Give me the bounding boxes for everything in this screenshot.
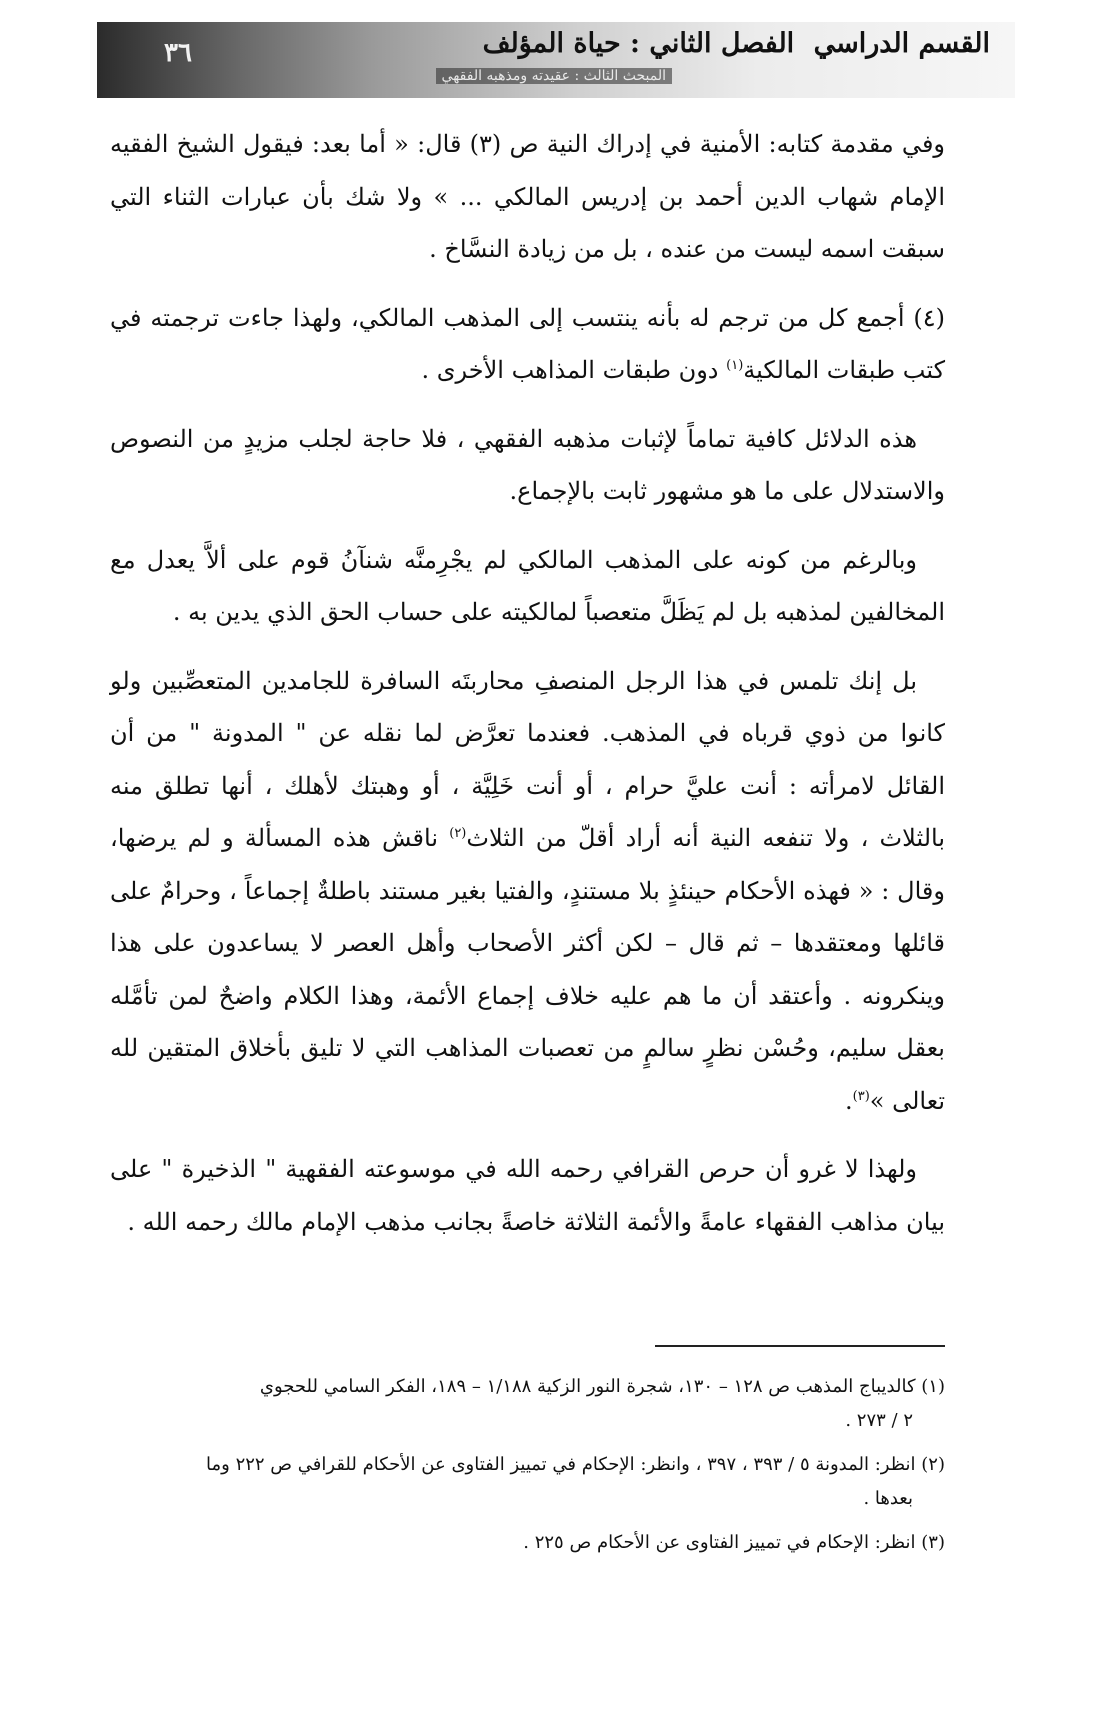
page-number: ٣٦ <box>164 38 192 68</box>
footnote-separator <box>655 1345 945 1347</box>
paragraph-text: بل إنك تلمس في هذا الرجل المنصفِ محاربتَه السافرة للجامدين المتعصِّبين ولو كانوا من ذوي قرباه في المذهب. فعندما تعرَّض لما نقله عن " المدونة " من أن القائل لامرأته : أنت عليَّ حرام ، أو أنت خَلِيَّة ، أو وهبتك لأهلك ، أنها تطلق منه بالثلاث ، ولا تنفعه النية أنه أراد أقلّ من الثلاث <box>110 666 946 852</box>
paragraph-text: (٤) أجمع كل من ترجم له بأنه ينتسب إلى المذهب المالكي، ولهذا جاءت ترجمته في كتب طبقات المالكية <box>110 303 945 384</box>
paragraph-text: ناقش هذه المسألة و لم يرضها، وقال : « فهذه الأحكام حينئذٍ بلا مستندٍ، والفتيا بغير مستند باطلةٌ إجماعاً ، وحرامٌ على قائلها ومعتقدها – ثم قال – لكن أكثر الأصحاب وأهل العصر لا يساعدون على هذا وينكرونه . وأعتقد أن ما هم عليه خلاف إجماع الأئمة، وهذا الكلام واضحٌ لمن تأمَّله بعقل سليم، وحُسْن نظرٍ سالمٍ من تعصبات المذاهب التي لا تليق بأخلاق المتقين لله تعالى » <box>110 824 945 1115</box>
header-section: القسم الدراسي <box>813 28 990 59</box>
footnote <box>110 1370 945 1438</box>
footnote-number: (١) <box>921 1376 945 1397</box>
footnote-text: انظر: الإحكام في تمييز الفتاوى عن الأحكام ص ٢٢٥ . <box>523 1532 916 1553</box>
paragraph-text: دون طبقات المذاهب الأخرى . <box>421 356 727 384</box>
paragraph <box>110 413 945 518</box>
paragraph-text: ولهذا لا غرو أن حرص القرافي رحمه الله في موسوعته الفقهية " الذخيرة " على بيان مذاهب الفقهاء عامةً والأئمة الثلاثة خاصةً بجانب مذهب الإمام مالك رحمه الله . <box>110 1155 945 1236</box>
footnote-number: (٢) <box>921 1454 945 1475</box>
footnote-ref: (٢) <box>449 826 467 841</box>
footnote-number: (٣) <box>921 1532 945 1553</box>
footnote-text: انظر: المدونة ٥ / ٣٩٣ ، ٣٩٧ ، وانظر: الإحكام في تمييز الفتاوى عن الأحكام للقرافي ص ٢٢٢ وما <box>206 1454 916 1475</box>
paragraph-text: . <box>845 1086 853 1115</box>
footnote-continuation: ٢ / ٢٧٣ . <box>845 1410 913 1431</box>
footnote-ref: (١) <box>726 358 744 373</box>
paragraph <box>110 118 945 276</box>
paragraph <box>110 534 945 639</box>
paragraph-text: وبالرغم من كونه على المذهب المالكي لم يجْرِمنَّه شنآنُ قوم على ألاَّ يعدل مع المخالفين لمذهبه بل لم يَظَلَّ متعصباً لمالكيته على حساب الحق الذي يدين به . <box>110 545 945 626</box>
paragraph <box>110 655 945 1128</box>
footnotes <box>110 1370 945 1570</box>
paragraph <box>110 1143 945 1248</box>
footnote-continuation: بعدها . <box>863 1488 913 1509</box>
running-header-titles <box>473 28 990 59</box>
footnote-ref: (٣) <box>852 1088 870 1104</box>
paragraph-text: هذه الدلائل كافية تماماً لإثبات مذهبه الفقهي ، فلا حاجة لجلب مزيدٍ من النصوص والاستدلال على ما هو مشهور ثابت بالإجماع. <box>110 424 945 505</box>
header-subsection: المبحث الثالث : عقيدته ومذهبه الفقهي <box>436 68 672 84</box>
paragraph-text: وفي مقدمة كتابه: الأمنية في إدراك النية ص (٣) قال: « أما بعد: فيقول الشيخ الفقيه الإمام شهاب الدين أحمد بن إدريس المالكي ... » ولا شك بأن عبارات الثناء التي سبقت اسمه ليست من عنده ، بل من زيادة النسَّاخ . <box>110 130 946 263</box>
header-chapter: الفصل الثاني : حياة المؤلف <box>482 28 795 59</box>
footnote <box>110 1448 945 1516</box>
footnote-text: كالديباج المذهب ص ١٢٨ – ١٣٠، شجرة النور الزكية ١/١٨٨ – ١٨٩، الفكر السامي للحجوي <box>259 1376 916 1397</box>
body-text <box>110 118 945 1264</box>
paragraph <box>110 292 945 397</box>
footnote <box>110 1526 945 1560</box>
